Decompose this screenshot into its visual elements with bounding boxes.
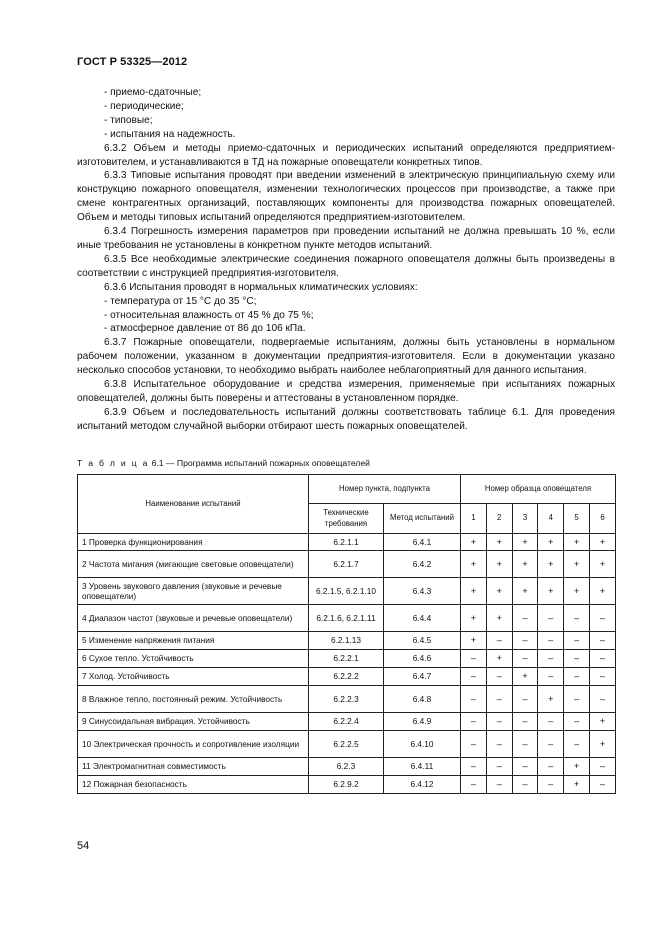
- paragraph: 6.3.2 Объем и методы приемо-сдаточных и периодических испытаний определяются предприятием-изготовителем, и устанавливаются в ТД на пожарные оповещатели конкретных типов.: [77, 142, 615, 168]
- sample-mark-cell: –: [486, 758, 512, 776]
- test-name-cell: 6 Сухое тепло. Устойчивость: [78, 650, 309, 668]
- requirement-clause-cell: 6.2.9.2: [309, 776, 384, 794]
- paragraph: 6.3.8 Испытательное оборудование и средства измерения, применяемые при испытаниях пожарных оповещателей, должны быть поверены и аттестованы в установленном порядке.: [77, 379, 615, 404]
- sample-mark-cell: –: [564, 650, 590, 668]
- sample-mark-cell: +: [486, 605, 512, 632]
- sample-number-header: 3: [512, 504, 538, 534]
- method-clause-cell: 6.4.2: [384, 551, 461, 578]
- table-row: [78, 713, 616, 731]
- sample-mark-cell: +: [589, 551, 615, 578]
- table-row: [78, 776, 616, 794]
- paragraph: 6.3.5 Все необходимые электрические соединения пожарного оповещателя должны быть произведены в соответствии с инструкцией предприятия-изготовителя.: [77, 253, 615, 279]
- list-item: - испытания на надежность.: [104, 128, 236, 140]
- table-row: [78, 668, 616, 686]
- sample-number-header: 1: [461, 504, 487, 534]
- table-row: [78, 650, 616, 668]
- sample-mark-cell: +: [512, 578, 538, 605]
- sample-mark-cell: –: [461, 686, 487, 713]
- requirement-clause-cell: 6.2.2.4: [309, 713, 384, 731]
- sample-mark-cell: +: [461, 551, 487, 578]
- method-clause-cell: 6.4.11: [384, 758, 461, 776]
- paragraph: 6.3.3 Типовые испытания проводят при введении изменений в электрическую принципиальную схему или конструкцию пожарного оповещателя, изменении технологических процессов при производстве, а также при смене контрагентных организаций, поставляющих компоненты для производства пожарных оповещателей. Объем и методы типовых испытаний определяются предприятием-изготовителем.: [77, 170, 615, 224]
- table-row: [78, 731, 616, 758]
- table-row: [78, 686, 616, 713]
- table-row: [78, 758, 616, 776]
- sample-mark-cell: –: [538, 668, 564, 686]
- table-caption: [77, 458, 370, 468]
- sample-mark-cell: –: [512, 713, 538, 731]
- col-header-method: Метод испытаний: [384, 504, 461, 534]
- sample-mark-cell: +: [512, 668, 538, 686]
- sample-mark-cell: –: [564, 632, 590, 650]
- sample-mark-cell: +: [564, 758, 590, 776]
- sample-mark-cell: +: [512, 551, 538, 578]
- sample-mark-cell: –: [461, 713, 487, 731]
- sample-mark-cell: –: [512, 686, 538, 713]
- requirement-clause-cell: 6.2.1.13: [309, 632, 384, 650]
- requirement-clause-cell: 6.2.2.2: [309, 668, 384, 686]
- sample-mark-cell: –: [512, 776, 538, 794]
- sample-mark-cell: –: [564, 686, 590, 713]
- sample-mark-cell: –: [538, 731, 564, 758]
- col-header-clause: Номер пункта, подпункта: [309, 475, 461, 504]
- test-name-cell: 9 Синусоидальная вибрация. Устойчивость: [78, 713, 309, 731]
- sample-mark-cell: –: [538, 758, 564, 776]
- method-clause-cell: 6.4.1: [384, 534, 461, 551]
- requirement-clause-cell: 6.2.3: [309, 758, 384, 776]
- page-number: 54: [77, 840, 90, 852]
- sample-mark-cell: –: [461, 668, 487, 686]
- sample-number-header: 6: [589, 504, 615, 534]
- paragraph: 6.3.9 Объем и последовательность испытаний должны соответствовать таблице 6.1. Для проведения испытаний методом случайной выборки отбирают шесть пожарных оповещателей.: [77, 406, 615, 432]
- requirement-clause-cell: 6.2.1.5, 6.2.1.10: [309, 578, 384, 605]
- table-caption-prefix: Т а б л и ц а: [77, 458, 150, 468]
- sample-mark-cell: –: [512, 731, 538, 758]
- test-name-cell: 12 Пожарная безопасность: [78, 776, 309, 794]
- sample-mark-cell: –: [564, 731, 590, 758]
- paragraph: 6.3.6 Испытания проводят в нормальных климатических условиях:: [104, 281, 418, 293]
- sample-mark-cell: –: [589, 650, 615, 668]
- list-item: - температура от 15 °C до 35 °C;: [104, 295, 257, 307]
- sample-mark-cell: –: [538, 632, 564, 650]
- table-row: [78, 605, 616, 632]
- method-clause-cell: 6.4.5: [384, 632, 461, 650]
- test-name-cell: 3 Уровень звукового давления (звуковые и речевые оповещатели): [78, 578, 309, 605]
- method-clause-cell: 6.4.3: [384, 578, 461, 605]
- sample-mark-cell: –: [538, 605, 564, 632]
- test-program-table: [77, 474, 616, 794]
- table-row: [78, 632, 616, 650]
- sample-mark-cell: –: [461, 731, 487, 758]
- sample-mark-cell: +: [486, 534, 512, 551]
- sample-mark-cell: +: [589, 578, 615, 605]
- table-row: [78, 578, 616, 605]
- col-header-test-name: Наименование испытаний: [78, 475, 309, 534]
- list-item: - приемо-сдаточные;: [104, 87, 202, 98]
- test-name-cell: 4 Диапазон частот (звуковые и речевые оповещатели): [78, 605, 309, 632]
- sample-mark-cell: –: [512, 605, 538, 632]
- sample-mark-cell: –: [564, 605, 590, 632]
- test-name-cell: 2 Частота мигания (мигающие световые оповещатели): [78, 551, 309, 578]
- requirement-clause-cell: 6.2.2.1: [309, 650, 384, 668]
- sample-mark-cell: –: [486, 632, 512, 650]
- sample-mark-cell: –: [486, 776, 512, 794]
- test-name-cell: 7 Холод. Устойчивость: [78, 668, 309, 686]
- requirement-clause-cell: 6.2.2.5: [309, 731, 384, 758]
- col-header-requirements: Технические требования: [309, 504, 384, 534]
- sample-mark-cell: –: [589, 758, 615, 776]
- list-item: - типовые;: [104, 114, 153, 126]
- sample-mark-cell: +: [589, 534, 615, 551]
- sample-mark-cell: +: [538, 686, 564, 713]
- sample-mark-cell: +: [461, 605, 487, 632]
- table-body: [78, 534, 616, 794]
- sample-mark-cell: +: [564, 578, 590, 605]
- sample-mark-cell: –: [589, 776, 615, 794]
- method-clause-cell: 6.4.7: [384, 668, 461, 686]
- list-item: - относительная влажность от 45 % до 75 %;: [104, 309, 314, 321]
- sample-number-header: 4: [538, 504, 564, 534]
- paragraph: 6.3.4 Погрешность измерения параметров при проведении испытаний не должна превышать 10 %, если иные требования не установлены в конкретном пункте методов испытаний.: [77, 226, 615, 251]
- sample-mark-cell: –: [461, 650, 487, 668]
- sample-mark-cell: +: [538, 534, 564, 551]
- sample-mark-cell: +: [564, 776, 590, 794]
- sample-mark-cell: +: [461, 534, 487, 551]
- sample-mark-cell: –: [538, 650, 564, 668]
- table-caption-title: 6.1 — Программа испытаний пожарных оповещателей: [151, 458, 370, 468]
- list-item: - атмосферное давление от 86 до 106 кПа.: [104, 323, 306, 335]
- sample-mark-cell: –: [512, 632, 538, 650]
- sample-mark-cell: –: [486, 731, 512, 758]
- test-name-cell: 5 Изменение напряжения питания: [78, 632, 309, 650]
- sample-mark-cell: +: [486, 578, 512, 605]
- method-clause-cell: 6.4.6: [384, 650, 461, 668]
- paragraph: 6.3.7 Пожарные оповещатели, подвергаемые испытаниям, должны быть установлены в нормальном рабочем положении, указанном в документации предприятия-изготовителя. Если в документации указано несколько способов установки, то необходимо выбрать наиболее неблагоприятный для данного испытания.: [77, 337, 615, 377]
- document-header: ГОСТ Р 53325—2012: [77, 56, 188, 68]
- sample-mark-cell: –: [589, 605, 615, 632]
- sample-mark-cell: –: [486, 713, 512, 731]
- requirement-clause-cell: 6.2.1.1: [309, 534, 384, 551]
- sample-mark-cell: –: [512, 650, 538, 668]
- sample-mark-cell: +: [589, 713, 615, 731]
- sample-number-header: 5: [564, 504, 590, 534]
- sample-mark-cell: +: [461, 578, 487, 605]
- method-clause-cell: 6.4.12: [384, 776, 461, 794]
- col-header-samples: Номер образца оповещателя: [461, 475, 616, 504]
- sample-mark-cell: –: [538, 713, 564, 731]
- sample-mark-cell: –: [589, 668, 615, 686]
- test-name-cell: 11 Электромагнитная совместимость: [78, 758, 309, 776]
- requirement-clause-cell: 6.2.1.6, 6.2.1.11: [309, 605, 384, 632]
- test-name-cell: 1 Проверка функционирования: [78, 534, 309, 551]
- sample-mark-cell: –: [538, 776, 564, 794]
- sample-mark-cell: –: [486, 668, 512, 686]
- list-item: - периодические;: [104, 100, 184, 112]
- sample-mark-cell: –: [564, 668, 590, 686]
- sample-mark-cell: +: [486, 650, 512, 668]
- sample-mark-cell: –: [564, 713, 590, 731]
- test-name-cell: 10 Электрическая прочность и сопротивление изоляции: [78, 731, 309, 758]
- sample-mark-cell: –: [589, 632, 615, 650]
- sample-mark-cell: –: [486, 686, 512, 713]
- sample-mark-cell: +: [461, 632, 487, 650]
- sample-mark-cell: +: [589, 731, 615, 758]
- sample-mark-cell: –: [589, 686, 615, 713]
- method-clause-cell: 6.4.4: [384, 605, 461, 632]
- table-row: [78, 534, 616, 551]
- method-clause-cell: 6.4.8: [384, 686, 461, 713]
- requirement-clause-cell: 6.2.2.3: [309, 686, 384, 713]
- sample-number-header: 2: [486, 504, 512, 534]
- sample-mark-cell: –: [461, 776, 487, 794]
- method-clause-cell: 6.4.9: [384, 713, 461, 731]
- sample-mark-cell: +: [538, 578, 564, 605]
- sample-mark-cell: +: [512, 534, 538, 551]
- test-name-cell: 8 Влажное тепло, постоянный режим. Устойчивость: [78, 686, 309, 713]
- body-text: [77, 86, 615, 434]
- requirement-clause-cell: 6.2.1.7: [309, 551, 384, 578]
- sample-mark-cell: –: [461, 758, 487, 776]
- sample-mark-cell: +: [564, 534, 590, 551]
- sample-mark-cell: +: [538, 551, 564, 578]
- sample-mark-cell: +: [564, 551, 590, 578]
- method-clause-cell: 6.4.10: [384, 731, 461, 758]
- sample-mark-cell: +: [486, 551, 512, 578]
- sample-mark-cell: –: [512, 758, 538, 776]
- table-row: [78, 551, 616, 578]
